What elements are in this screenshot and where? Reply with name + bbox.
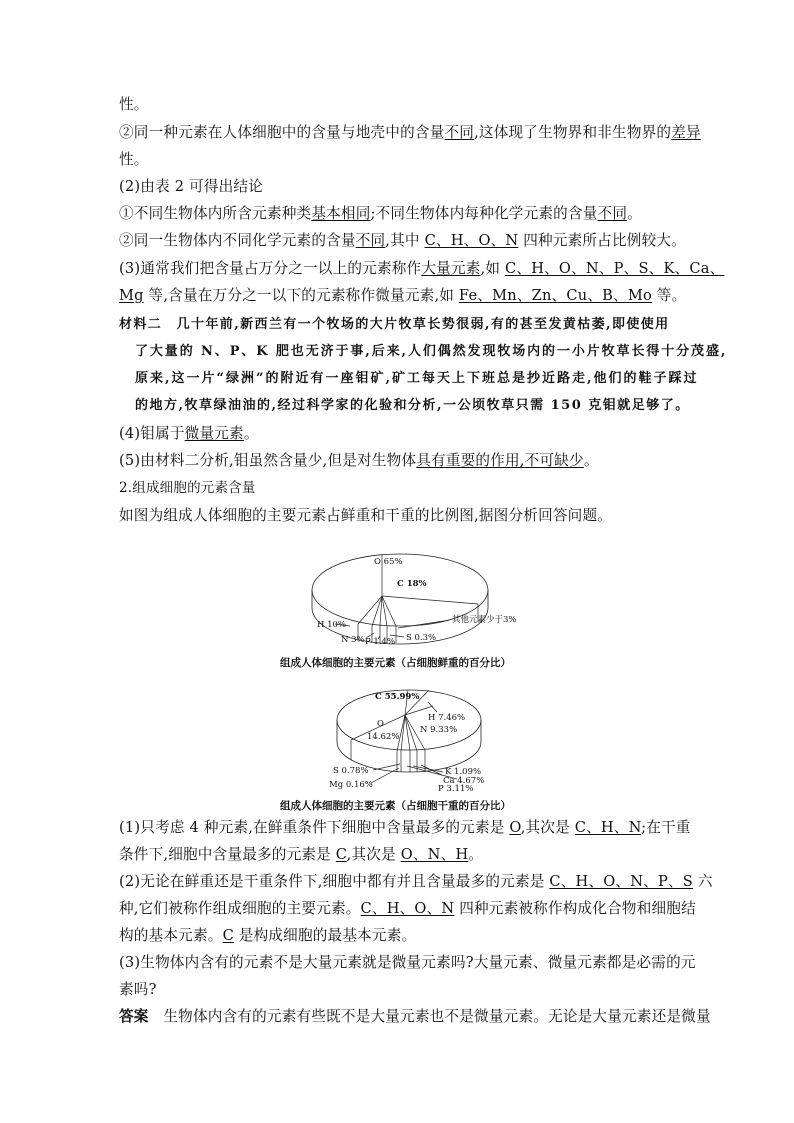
material-line: 了大量的 N、P、K 肥也无济于事,后来,人们偶然发现牧场内的一小片牧草长得十分茂盛, xyxy=(135,344,728,359)
slice-label: C 55.99% xyxy=(375,692,420,702)
slice-label: N 3% xyxy=(341,635,365,645)
slice-label: H 10% xyxy=(317,620,347,630)
material-line: 的地方,牧草绿油油的,经过科学家的化验和分析,一公顷牧草只需 150 克钼就足够了。 xyxy=(135,398,690,413)
dry-weight-pie-chart xyxy=(325,680,495,795)
material-line: 材料二 几十年前,新西兰有一个牧场的大片牧草长势很弱,有的甚至发黄枯萎,即使使用 xyxy=(119,317,670,332)
slice-label: N 9.33% xyxy=(420,725,458,735)
text-line: 构的基本元素。C 是构成细胞的最基本元素。 xyxy=(119,927,417,944)
slice-label: O 65% xyxy=(374,557,403,567)
section-heading: 2.组成细胞的元素含量 xyxy=(119,480,256,496)
slice-label: S 0.3% xyxy=(406,633,437,643)
text-line: ①不同生物体内所含元素种类基本相同;不同生物体内每种化学元素的含量不同。 xyxy=(119,205,642,222)
text-line: ②同一生物体内不同化学元素的含量不同,其中 C、H、O、N 四种元素所占比例较大。 xyxy=(119,232,686,249)
text-line: 种,它们被称作组成细胞的主要元素。C、H、O、N 四种元素被称作构成化合物和细胞结 xyxy=(119,900,696,917)
slice-label: C 18% xyxy=(397,579,427,589)
answer-line: 答案 生物体内含有的元素有些既不是大量元素也不是微量元素。无论是大量元素还是微量 xyxy=(119,1008,711,1025)
slice-label: 其他元素少于3% xyxy=(452,615,517,625)
text-line: (2)无论在鲜重还是干重条件下,细胞中都有并且含量最多的元素是 C、H、O、N、P、S 六 xyxy=(119,873,713,890)
text-line: 性。 xyxy=(119,151,149,168)
text-line: (4)钼属于微量元素。 xyxy=(119,425,259,442)
slice-label: S 0.78% xyxy=(333,766,369,776)
material-line: 原来,这一片“绿洲”的附近有一座钼矿,矿工每天上下班总是抄近路走,他们的鞋子踩过 xyxy=(135,371,699,386)
slice-label-element: O xyxy=(377,719,384,729)
text-line: (3)生物体内含有的元素不是大量元素就是微量元素吗?大量元素、微量元素都是必需的元 xyxy=(119,954,696,971)
text-line: (5)由材料二分析,钼虽然含量少,但是对生物体具有重要的作用,不可缺少。 xyxy=(119,452,599,469)
answer-label: 答案 xyxy=(119,1008,149,1025)
slice-label: K 1.09% xyxy=(445,767,482,777)
slice-label: Ca 4.67% xyxy=(443,776,485,786)
text-line: 性。 xyxy=(119,96,149,113)
figure-caption: 组成人体细胞的主要元素（占细胞鲜重的百分比） xyxy=(280,657,511,669)
text-line: 条件下,细胞中含量最多的元素是 C,其次是 O、N、H。 xyxy=(119,846,484,863)
slice-label: H 7.46% xyxy=(428,713,466,723)
text-line: (3)通常我们把含量占万分之一以上的元素称作大量元素,如 C、H、O、N、P、S、K、Ca、 xyxy=(119,260,725,277)
slice-label: Mg 0.16% xyxy=(329,780,373,790)
text-line: 素吗? xyxy=(119,981,157,998)
slice-label: P 1.4% xyxy=(365,637,396,647)
slice-label xyxy=(377,719,384,729)
slice-label: 14.62% xyxy=(367,732,400,742)
text-line: 如图为组成人体细胞的主要元素占鲜重和干重的比例图,据图分析回答问题。 xyxy=(119,507,613,524)
text-line: (2)由表 2 可得出结论 xyxy=(119,178,263,195)
text-line: (1)只考虑 4 种元素,在鲜重条件下细胞中含量最多的元素是 O,其次是 C、H、N;在干重 xyxy=(119,819,691,836)
text-line: Mg 等,含量在万分之一以下的元素称作微量元素,如 Fe、Mn、Zn、Cu、B、Mo 等。 xyxy=(119,287,687,304)
text-line: ②同一种元素在人体细胞中的含量与地壳中的含量不同,这体现了生物界和非生物界的差异 xyxy=(119,124,701,141)
figure-caption: 组成人体细胞的主要元素（占细胞干重的百分比） xyxy=(280,800,511,812)
slice-label: P 3.11% xyxy=(438,784,474,794)
fresh-weight-pie-chart xyxy=(300,538,517,653)
